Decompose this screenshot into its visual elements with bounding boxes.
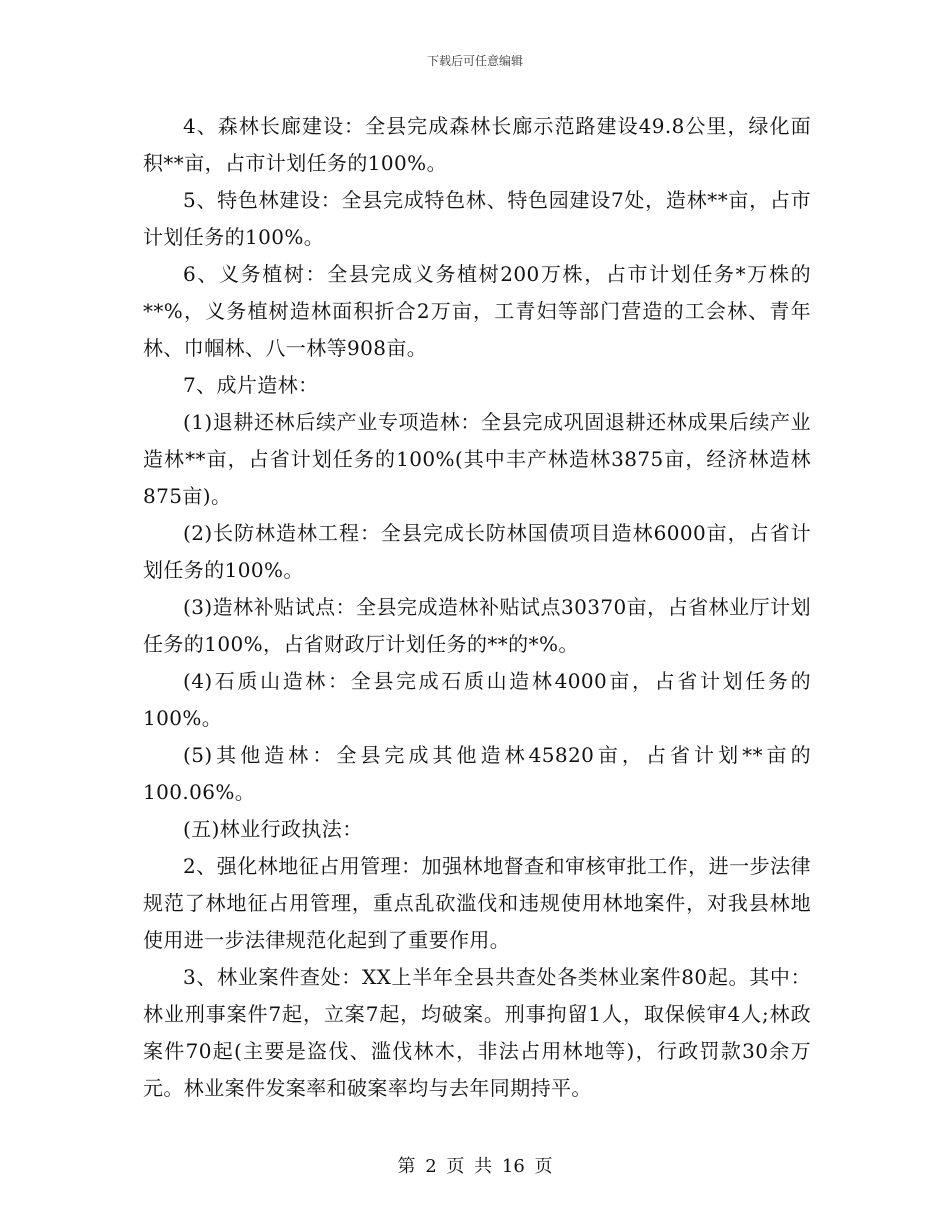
footer-total-unit: 页 <box>534 1156 553 1177</box>
paragraph-shelterbelt: (2)长防林造林工程：全县完成长防林国债项目造林6000亩，占省计划任务的100%。 <box>143 521 811 582</box>
total-pages: 16 <box>501 1156 525 1177</box>
footer-page-unit: 页 <box>446 1156 465 1177</box>
paragraph-forest-corridor: 4、森林长廊建设：全县完成森林长廊示范路建设49.8公里，绿化面积**亩，占市计划任务的100%。 <box>143 114 811 175</box>
paragraph-case-handling: 3、林业案件查处：XX上半年全县共查处各类林业案件80起。其中：林业刑事案件7起，立案7起，均破案。刑事拘留1人，取保候审4人;林政案件70起(主要是盗伐、滥伐林木，非法占用林地等)，行政罚款30余万元。林业案件发案率和破案率均与去年同期持平。 <box>143 965 811 1100</box>
page-header: 下载后可任意编辑 <box>426 54 523 68</box>
footer-total-prefix: 共 <box>474 1156 493 1177</box>
paragraph-subsidy-pilot: (3)造林补贴试点：全县完成造林补贴试点30370亩，占省林业厅计划任务的100%，占省财政厅计划任务的**的*%。 <box>143 595 811 656</box>
paragraph-rocky-mountain: (4)石质山造林：全县完成石质山造林4000亩，占省计划任务的100%。 <box>143 669 811 730</box>
paragraph-featured-forest: 5、特色林建设：全县完成特色林、特色园建设7处，造林**亩，占市计划任务的100%。 <box>143 188 811 249</box>
footer-prefix: 第 <box>397 1156 416 1177</box>
paragraph-voluntary-planting: 6、义务植树：全县完成义务植树200万株，占市计划任务*万株的**%，义务植树造林面积折合2万亩，工青妇等部门营造的工会林、青年林、巾帼林、八一林等908亩。 <box>143 262 811 360</box>
page-footer <box>0 1152 950 1178</box>
paragraph-afforestation-heading: 7、成片造林： <box>183 373 319 397</box>
paragraph-other-afforestation: (5)其他造林：全县完成其他造林45820亩，占省计划**亩的100.06%。 <box>143 743 811 804</box>
document-body <box>143 108 811 1107</box>
paragraph-grain-to-green: (1)退耕还林后续产业专项造林：全县完成巩固退耕还林成果后续产业造林**亩，占省计划任务的100%(其中丰产林造林3875亩，经济林造林875亩)。 <box>143 410 811 508</box>
paragraph-land-management: 2、强化林地征占用管理：加强林地督查和审核审批工作，进一步法律规范了林地征占用管理，重点乱砍滥伐和违规使用林地案件，对我县林地使用进一步法律规范化起到了重要作用。 <box>143 854 811 952</box>
page-number: 2 <box>425 1156 437 1177</box>
paragraph-law-enforcement-heading: (五)林业行政执法： <box>183 817 363 841</box>
